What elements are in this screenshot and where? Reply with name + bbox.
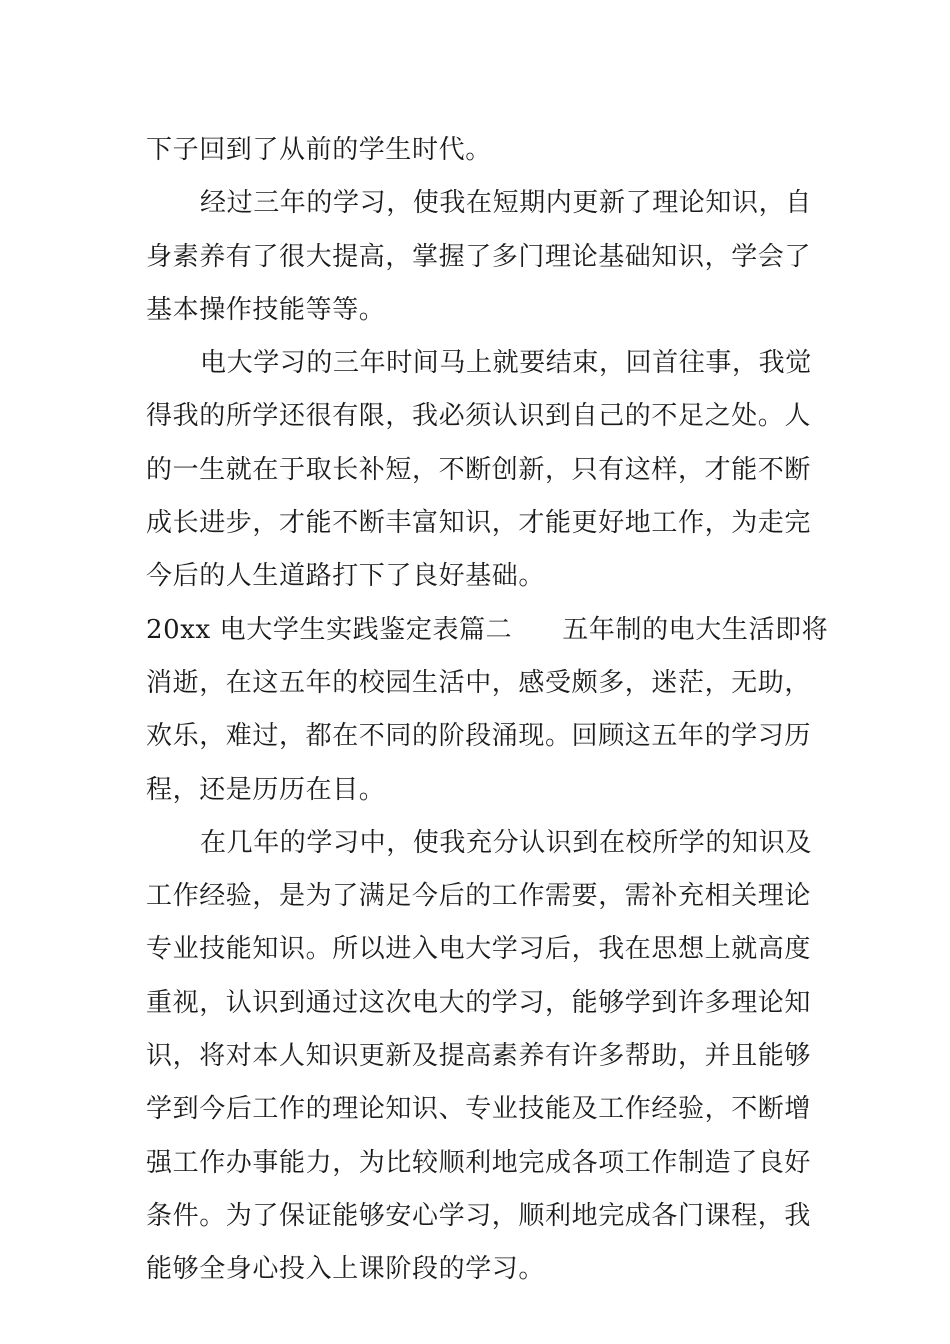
text-line: 条件。为了保证能够安心学习，顺利地完成各门课程，我 xyxy=(146,1200,812,1231)
text-line: 学到今后工作的理论知识、专业技能及工作经验，不断增 xyxy=(146,1094,812,1125)
text-line: 基本操作技能等等。 xyxy=(146,294,386,325)
text-line: 能够全身心投入上课阶段的学习。 xyxy=(146,1254,546,1285)
paragraph-start-line: 在几年的学习中，使我充分认识到在校所学的知识及 xyxy=(200,827,812,858)
text-line: 识，将对本人知识更新及提高素养有许多帮助，并且能够 xyxy=(146,1041,812,1072)
text-line: 身素养有了很大提高，掌握了多门理论基础知识，学会了 xyxy=(146,241,812,272)
text-line: 专业技能知识。所以进入电大学习后，我在思想上就高度 xyxy=(146,934,812,965)
section-heading-line xyxy=(146,604,829,657)
text-line: 工作经验，是为了满足今后的工作需要，需补充相关理论 xyxy=(146,881,812,912)
text-line: 下子回到了从前的学生时代。 xyxy=(146,135,492,165)
text-line: 欢乐，难过，都在不同的阶段涌现。回顾这五年的学习历 xyxy=(146,721,812,752)
text-line: 今后的人生道路打下了良好基础。 xyxy=(146,561,546,592)
text-line: 重视，认识到通过这次电大的学习，能够学到许多理论知 xyxy=(146,987,812,1018)
document-body xyxy=(146,124,829,1297)
text-line: 的一生就在于取长补短，不断创新，只有这样，才能不断 xyxy=(146,454,812,485)
section-first-sentence: 五年制的电大生活即将 xyxy=(562,614,829,645)
text-line: 成长进步，才能不断丰富知识，才能更好地工作，为走完 xyxy=(146,508,812,539)
text-line: 得我的所学还很有限，我必须认识到自己的不足之处。人 xyxy=(146,401,812,432)
paragraph-start-line: 经过三年的学习，使我在短期内更新了理论知识，自 xyxy=(200,188,812,219)
text-line: 消逝，在这五年的校园生活中，感受颇多，迷茫，无助， xyxy=(146,667,812,698)
text-line: 强工作办事能力，为比较顺利地完成各项工作制造了良好 xyxy=(146,1147,812,1178)
section-heading: 20xx 电大学生实践鉴定表篇二 xyxy=(146,614,513,645)
text-line: 程，还是历历在目。 xyxy=(146,774,386,805)
paragraph-start-line: 电大学习的三年时间马上就要结束，回首往事，我觉 xyxy=(200,348,812,379)
